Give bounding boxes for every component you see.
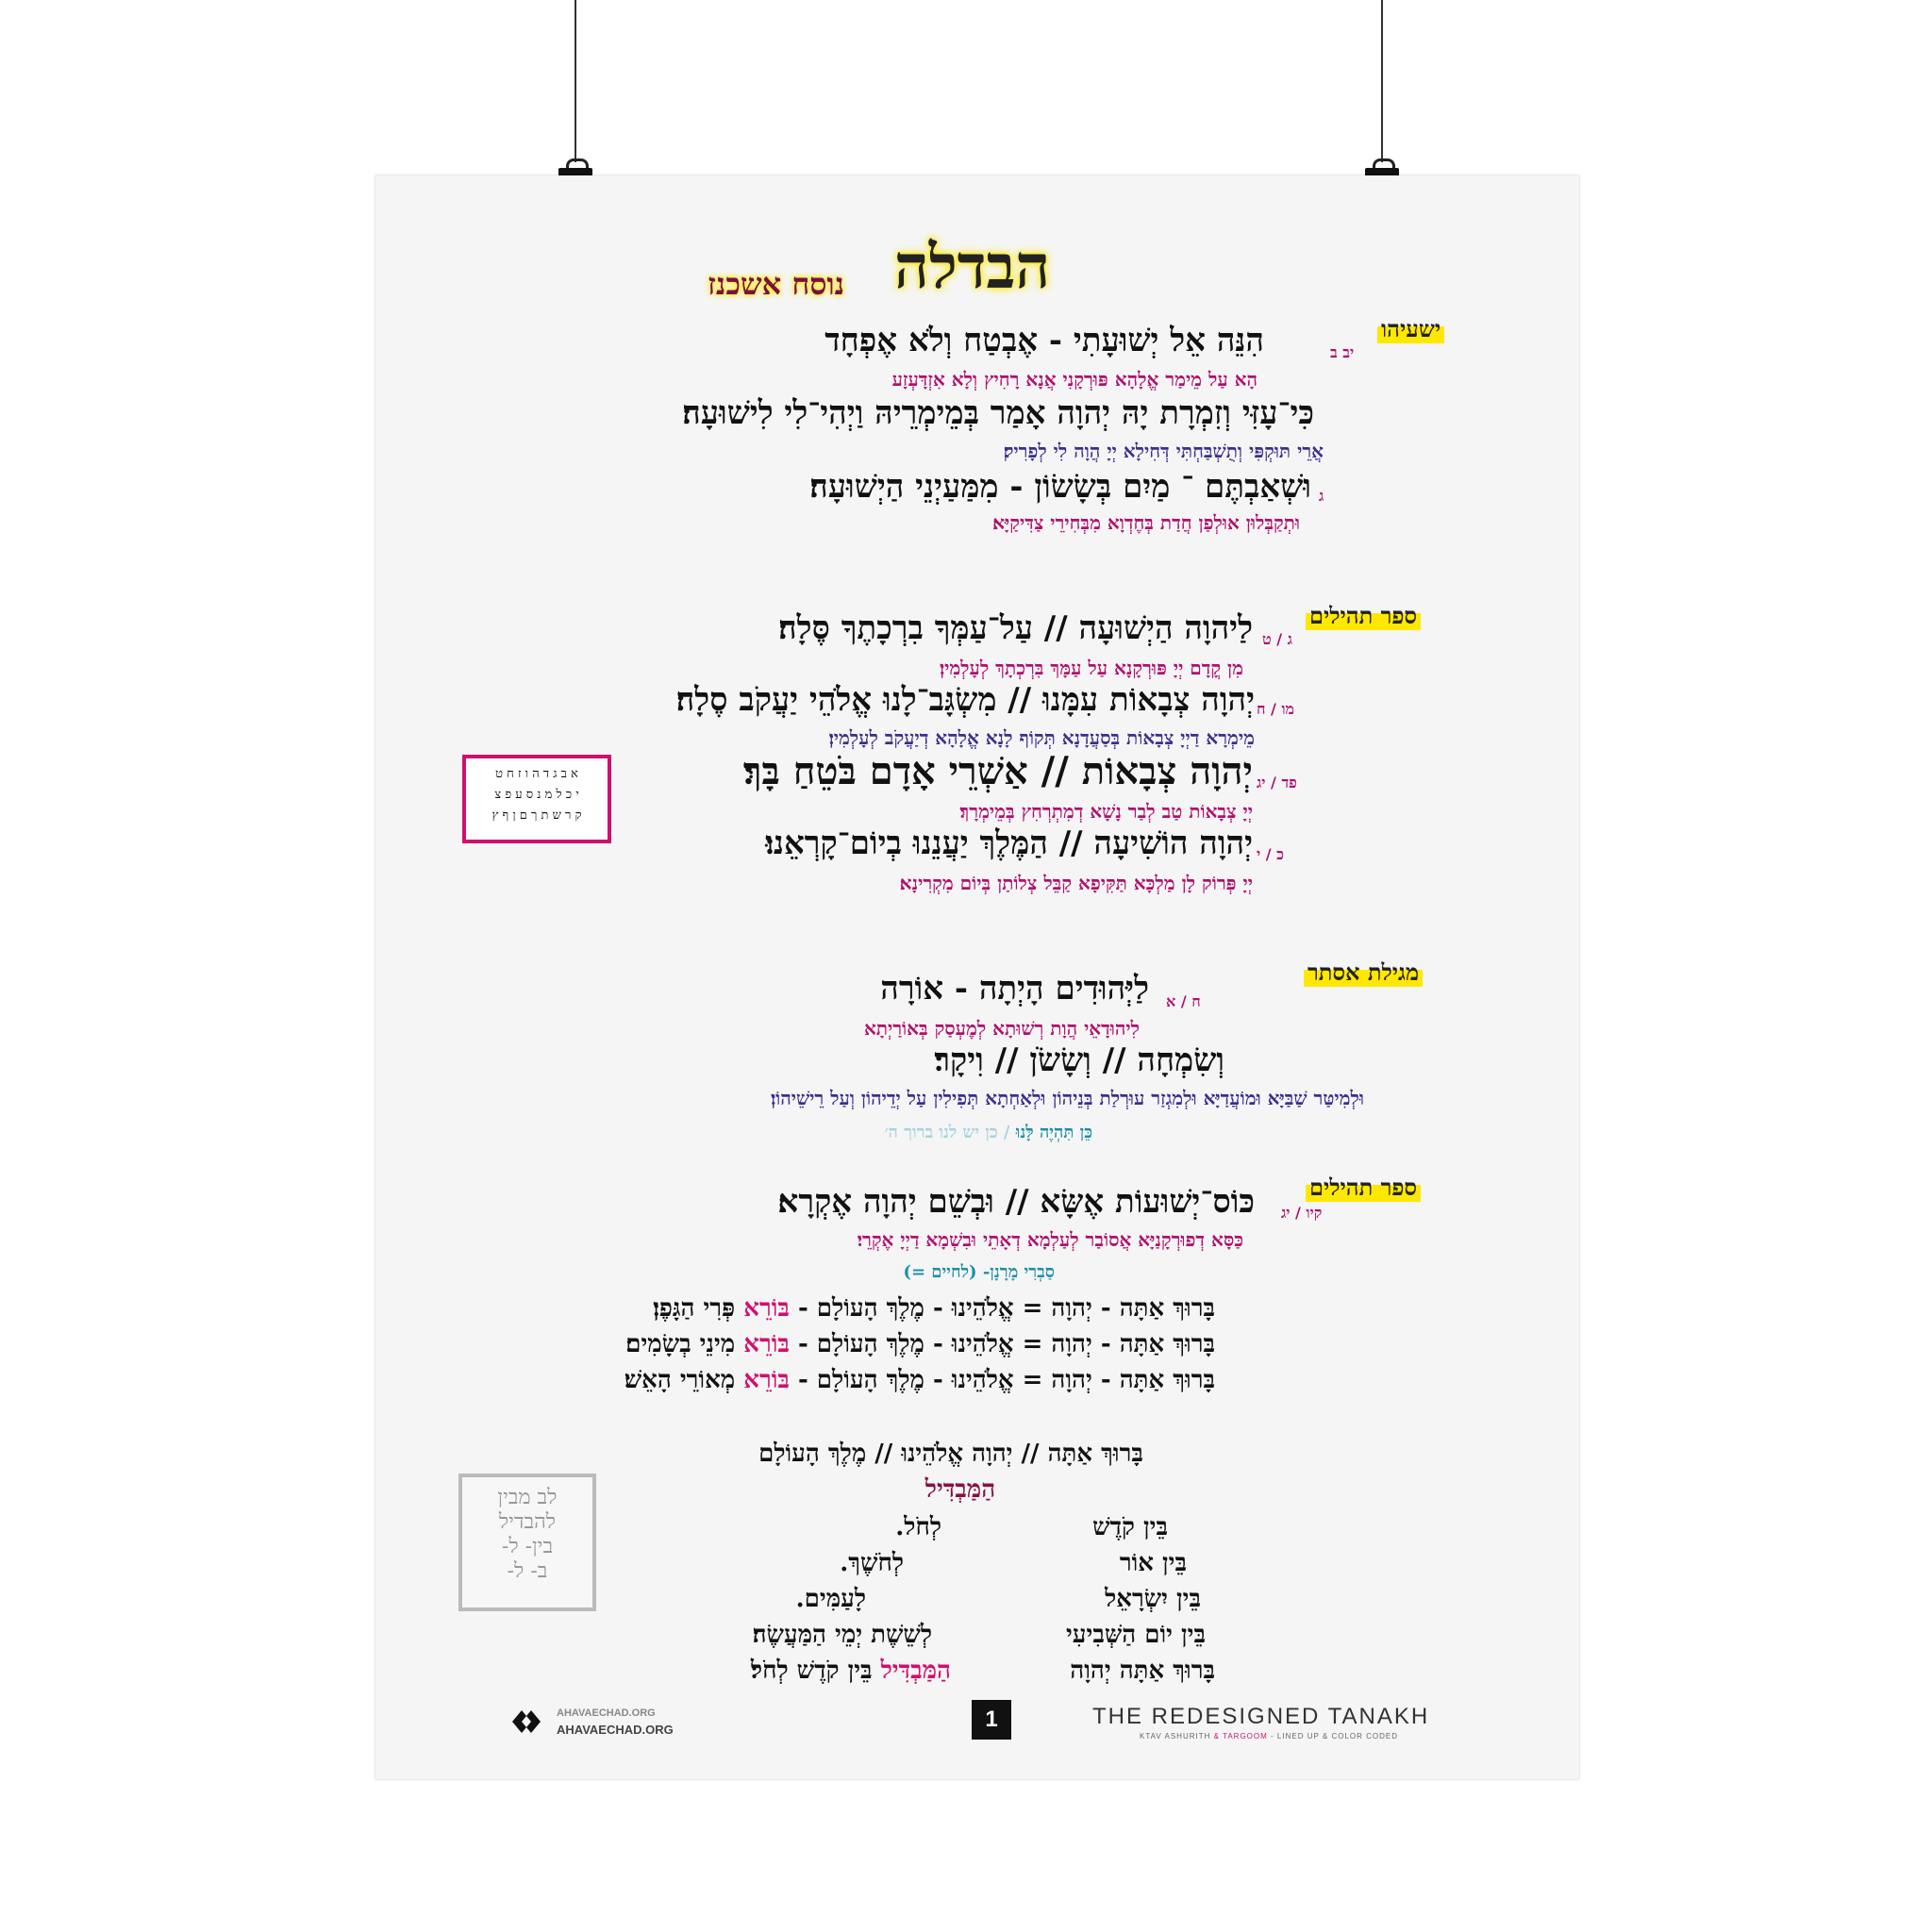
blessing-wine-bore: בּוֹרֵא: [743, 1294, 790, 1323]
lev-mevin-box: [458, 1474, 596, 1611]
book-label-psalms-1: ספר תהילים: [1306, 602, 1421, 630]
havdalah-between-3-left: לָעַמִּים.: [795, 1585, 866, 1613]
page-number: 1: [972, 1700, 1011, 1740]
blessing-wine-end: פְּרִי הַגָּפֶן׃: [653, 1294, 736, 1323]
targum-psalms-4: יְיָ פְּרוֹק לָן מַלְכָּא תַּקִּיפָא קַבֵּל צְלוֹתַן בְּיוֹם מִקְרִינָא׃: [899, 872, 1253, 894]
verse-isaiah-2: כִּי־עָזִּי וְזִמְרָת יָהּ יְהוָה אָמַר בְּמֵימְרֵיהּ וַיְהִי־לִי לִישׁוּעָה׃: [682, 394, 1314, 432]
letter-chart-row-2: י כ ל מ נ ס ע פ צ: [494, 788, 579, 802]
footer-site-stylized: AHAVAECHAD.ORG: [557, 1707, 656, 1719]
targum-psalms-3: יְיָ צְבָאוֹת טַב לְבַר נָשָׁא דְמִתְרְחִץ בְּמֵימְרָךְ׃: [959, 800, 1253, 823]
title-havdalah: הבדלה: [894, 232, 1051, 303]
lev-mevin-line-1: לב מבין: [497, 1486, 558, 1509]
blessing-spices-end: מִינֵי בְשָׂמִים׃: [625, 1330, 736, 1358]
letter-chart-row-1: א ב ג ד ה ו ז ח ט: [495, 767, 578, 781]
savri-maranan: סַבְרִי מָרָנָן- (לחיים =): [903, 1262, 1055, 1282]
footer-site-link[interactable]: AHAVAECHAD.ORG: [557, 1723, 674, 1737]
verse-isaiah-3: וּשְׁאַבְתֶּם ־ מַיִם בְּשָׂשׂוֹן - מִמַּעַיְנֵי הַיְשׁוּעָה׃: [809, 468, 1311, 506]
targum-kos: כַּסָּא דְפוּרְקָנַיָּא אֲסוֹבַר לְעַלְמָא דְאָתֵי וּבִשְׁמָא דַיְיָ אֶקְרֵי׃: [857, 1228, 1243, 1251]
havdalah-opening: בָּרוּךְ אַתָּה // יְהוָה אֱלֹהֵינוּ // מֶלֶךְ הָעוֹלָם: [758, 1440, 1143, 1468]
blessing-fire: [583, 1366, 1215, 1394]
brand-subtitle-c: - LINED UP & COLOR CODED: [1271, 1732, 1398, 1740]
book-label-esther: מגילת אסתר: [1304, 958, 1423, 987]
ref-esther: ח / א: [1166, 992, 1201, 1010]
book-label-isaiah: ישעיהו: [1377, 315, 1444, 343]
havdalah-between-4-left: לְשֵׁשֶׁת יְמֵי הַמַּעֲשֶׂה׃: [752, 1621, 932, 1649]
response-ken: כֵּן תִּהְיֶה לָּנוּ: [1015, 1123, 1092, 1142]
title-nusach: נוסח אשכנז: [708, 266, 845, 302]
letter-chart-row-3: ק ר ש ת ך ם ן ף ץ: [491, 808, 582, 823]
book-label-psalms-2: ספר תהילים: [1306, 1174, 1421, 1202]
ref-psalms-5: קיו / יג: [1281, 1204, 1323, 1222]
ref-psalms-3: פד / יג: [1257, 774, 1297, 791]
havdalah-between-1-right: בֵּין קֹדֶשׁ: [1092, 1513, 1168, 1541]
ref-psalms-4: כ / י: [1257, 845, 1284, 863]
blessing-fire-bore: בּוֹרֵא: [743, 1366, 790, 1394]
brand-subtitle: [1140, 1732, 1398, 1740]
verse-esther-1: לַיְּהוּדִים הָיְתָה - אוֹרָה: [880, 970, 1149, 1008]
verse-psalms-4: יְהוָה הוֹשִׁיעָה // הַמֶּלֶךְ יַעֲנֵנוּ בְיוֹם־קָרְאֵנוּ׃: [765, 824, 1253, 862]
verse-psalms-3: יְהוָה צְבָאוֹת // אַשְׁרֵי אָדָם בֹּטֵחַ בָּךְ׃: [742, 749, 1253, 793]
targum-esther-1: לִיהוּדָאֵי הֲוָת רְשׁוּתָא לְמֶעְסַק בְּאוֹרַיְתָא: [863, 1017, 1140, 1040]
hanging-wire-left: [575, 0, 576, 162]
targum-isaiah-3: וּתְקַבְּלוּן אוּלְפַן חֲדַת בְּחֶדְוָא מִבְּחִירֵי צַדִּיקַיָּא׃: [992, 511, 1300, 534]
verse-isaiah-1: הִנֵּה אֵל יְשׁוּעָתִי - אֶבְטַח וְלֹא אֶפְחָד: [824, 322, 1264, 359]
verse-psalms-1: לַיהוָה הַיְשׁוּעָה // עַל־עַמְּךָ בִרְכָתֶךָ סֶּלָה׃: [778, 609, 1253, 647]
response-line: [753, 1123, 1092, 1142]
blessing-wine: [611, 1294, 1215, 1323]
havdalah-between-2-right: בֵּין אוֹר: [1119, 1549, 1187, 1577]
havdalah-between-2-left: לְחֹשֶׁךְ.: [840, 1549, 904, 1577]
blessing-fire-opening: בָּרוּךְ אַתָּה - יְהוָה = אֱלֹהֵינוּ - מֶלֶךְ הָעוֹלָם -: [797, 1366, 1215, 1394]
havdalah-closing-left: [630, 1657, 951, 1685]
response-alt: / כן יש לנו ברוך ה׳: [884, 1123, 1010, 1142]
ahavaechad-logo-icon: [510, 1707, 542, 1736]
havdalah-between-1-left: לְחֹל.: [895, 1513, 941, 1541]
targum-psalms-2: מֵימְרָא דַיְיָ צְבָאוֹת בְּסַעֲדָנָא תְּקוֹף לָנָא אֱלָהָא דְיַעֲקֹב לְעָלְמִין׃: [828, 726, 1255, 749]
havdalah-closing-right: בָּרוּךְ אַתָּה יְהוָה: [1070, 1657, 1215, 1685]
havdalah-closing-text: בֵּין קֹדֶשׁ לְחֹל׃: [750, 1657, 873, 1685]
blessing-spices-bore: בּוֹרֵא: [743, 1330, 790, 1358]
lev-mevin-line-4: ב- ל-: [507, 1559, 548, 1583]
havdalah-hamavdil: הַמַּבְדִּיל: [924, 1475, 996, 1504]
havdalah-between-3-right: בֵּין יִשְׂרָאֵל: [1105, 1585, 1201, 1613]
lev-mevin-line-3: בין- ל-: [501, 1535, 554, 1558]
brand-subtitle-a: KTAV ASHURITH: [1140, 1732, 1211, 1740]
lev-mevin-line-2: להבדיל: [498, 1510, 557, 1534]
blessing-spices: [583, 1330, 1215, 1358]
brand-subtitle-b: & TARGOOM: [1213, 1732, 1268, 1740]
havdalah-between-4-right: בֵּין יוֹם הַשְּׁבִיעִי: [1065, 1621, 1206, 1649]
blessing-spices-opening: בָּרוּךְ אַתָּה - יְהוָה = אֱלֹהֵינוּ - מֶלֶךְ הָעוֹלָם -: [797, 1330, 1215, 1358]
letter-chart-thumbnail: [462, 755, 611, 843]
ref-psalms-2: מו / ח: [1257, 700, 1295, 718]
blessing-wine-opening: בָּרוּךְ אַתָּה - יְהוָה = אֱלֹהֵינוּ - מֶלֶךְ הָעוֹלָם -: [797, 1294, 1215, 1323]
targum-esther-2: וּלְמִיטַּר שַׁבַּיָּא וּמוֹעֲדַיָּא וּלְמִגְזַר עוּרְלַת בְּנֵיהוֹן וּלְאַחְתָא תְּפִילִין עַל יְדֵיהוֹן וְעַל רֵישֵׁיהוֹן׃: [770, 1087, 1364, 1109]
hanging-wire-right: [1381, 0, 1383, 162]
havdalah-closing-hamavdil: הַמַּבְדִּיל: [880, 1657, 951, 1685]
poster: [375, 175, 1579, 1779]
verse-kos: כּוֹס־יְשׁוּעוֹת אֶשָּׂא // וּבְשֵׁם יְהוָה אֶקְרָא׃: [777, 1183, 1255, 1221]
blessing-fire-end: מְאוֹרֵי הָאֵשׁ׃: [624, 1366, 736, 1394]
ref-psalms-1: ג / ט: [1262, 630, 1292, 648]
verse-esther-2: וְשִׂמְחָה // וְשָׂשֹׂן // וִיקָר׃: [934, 1041, 1224, 1079]
ref-isaiah-1: יב ב: [1330, 343, 1355, 361]
verse-psalms-2: יְהוָה צְבָאוֹת עִמָּנוּ // מִשְׂגָּב־לָנוּ אֱלֹהֵי יַעֲקֹב סֶלָה׃: [675, 681, 1255, 719]
targum-isaiah-1: הָא עַל מֵימַר אֱלָהָא פּוּרְקָנִי אֲנָא רָחִיץ וְלָא אִזְדָּעְזָע: [891, 368, 1257, 391]
brand-title: THE REDESIGNED TANAKH: [1092, 1704, 1430, 1729]
targum-psalms-1: מִן קֳדָם יְיָ פּוּרְקָנָא עַל עַמָּךְ בִּרְכְתָךְ לְעָלְמִין׃: [939, 657, 1243, 679]
targum-isaiah-2: אֲרֵי תּוּקְפִּי וְתֻשְׁבַּחְתִּי דְּחִילָא יְיָ הֲוָה לִי לְפָרִיק׃: [1003, 440, 1324, 462]
ref-isaiah-2: ג: [1319, 487, 1324, 505]
